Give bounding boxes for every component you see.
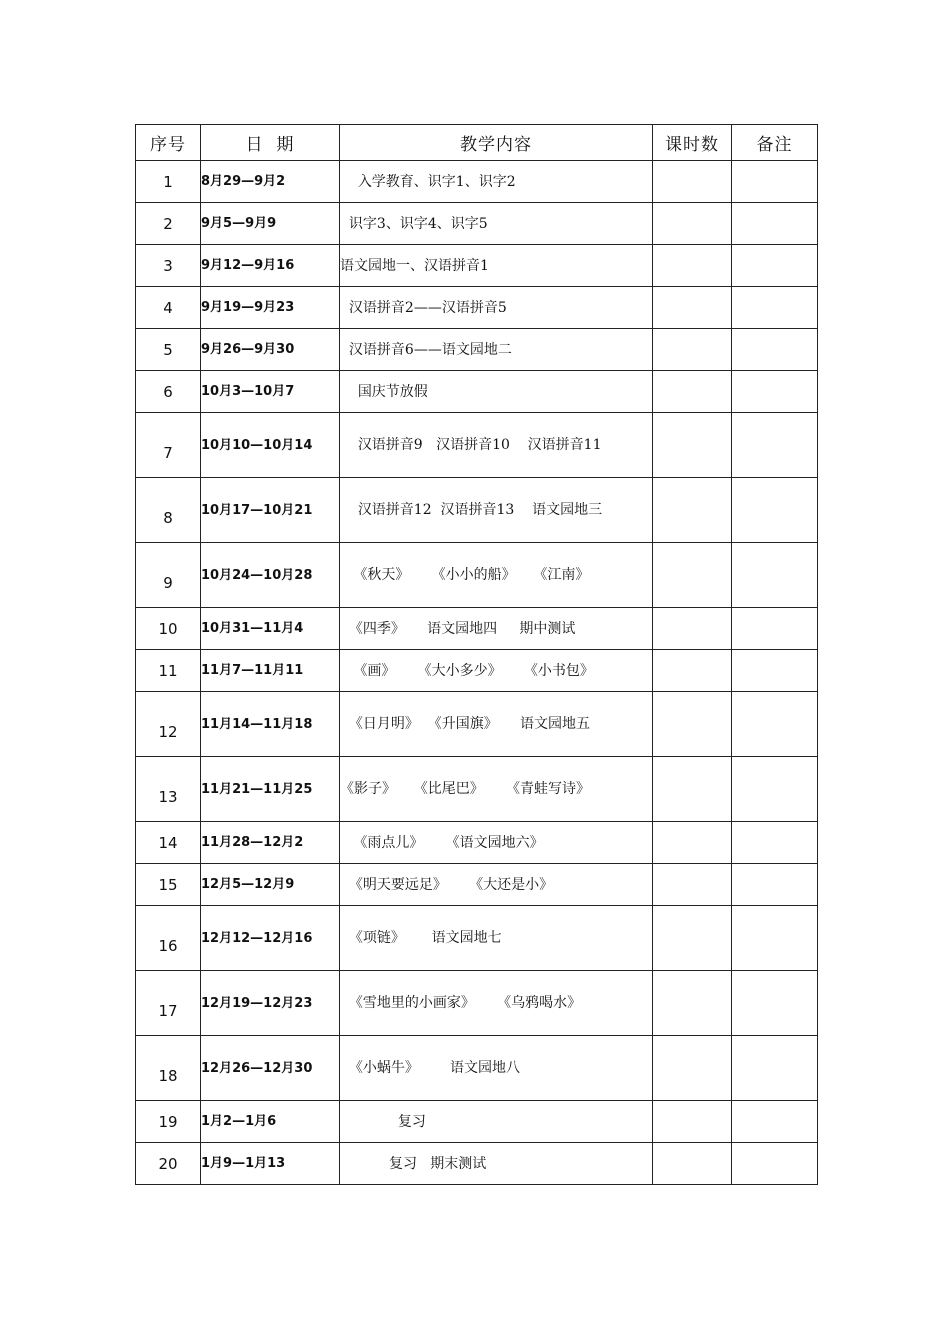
row-date: 12月19—12月23 (201, 971, 340, 1036)
row-content: 《雨点儿》 《语文园地六》 (340, 822, 653, 864)
row-hours (653, 329, 732, 371)
table-row (136, 478, 818, 543)
row-hours (653, 478, 732, 543)
table-row (136, 1036, 818, 1101)
row-date: 8月29—9月2 (201, 161, 340, 203)
row-hours (653, 371, 732, 413)
row-note (732, 1143, 818, 1185)
row-date: 11月7—11月11 (201, 650, 340, 692)
table-row (136, 413, 818, 478)
row-note (732, 1101, 818, 1143)
table-row (136, 757, 818, 822)
row-hours (653, 650, 732, 692)
table-row (136, 371, 818, 413)
row-hours (653, 757, 732, 822)
row-content: 语文园地一、汉语拼音1 (340, 245, 653, 287)
header-num: 序号 (136, 125, 201, 161)
row-hours (653, 608, 732, 650)
table-row (136, 161, 818, 203)
row-content: 《小蜗牛》 语文园地八 (340, 1036, 653, 1101)
row-date: 12月26—12月30 (201, 1036, 340, 1101)
row-note (732, 371, 818, 413)
row-note (732, 864, 818, 906)
row-content: 《项链》 语文园地七 (340, 906, 653, 971)
row-hours (653, 203, 732, 245)
row-date: 9月26—9月30 (201, 329, 340, 371)
row-content: 识字3、识字4、识字5 (340, 203, 653, 245)
row-num: 1 (136, 161, 201, 203)
row-num: 18 (136, 1036, 201, 1101)
row-num: 5 (136, 329, 201, 371)
row-date: 10月10—10月14 (201, 413, 340, 478)
row-content: 汉语拼音6——语文园地二 (340, 329, 653, 371)
row-content: 国庆节放假 (340, 371, 653, 413)
row-content: 《四季》 语文园地四 期中测试 (340, 608, 653, 650)
header-note: 备注 (732, 125, 818, 161)
row-content: 复习 (340, 1101, 653, 1143)
row-note (732, 757, 818, 822)
row-note (732, 692, 818, 757)
table-row (136, 1101, 818, 1143)
row-hours (653, 1101, 732, 1143)
table-row (136, 650, 818, 692)
row-num: 15 (136, 864, 201, 906)
row-num: 4 (136, 287, 201, 329)
table-row (136, 608, 818, 650)
row-date: 1月9—1月13 (201, 1143, 340, 1185)
schedule-table (135, 124, 818, 1185)
row-num: 20 (136, 1143, 201, 1185)
row-note (732, 413, 818, 478)
row-note (732, 906, 818, 971)
row-content: 汉语拼音9 汉语拼音10 汉语拼音11 (340, 413, 653, 478)
header-date: 日 期 (201, 125, 340, 161)
table-row (136, 906, 818, 971)
row-hours (653, 543, 732, 608)
row-date: 10月3—10月7 (201, 371, 340, 413)
row-num: 10 (136, 608, 201, 650)
row-num: 6 (136, 371, 201, 413)
row-hours (653, 1143, 732, 1185)
row-date: 9月19—9月23 (201, 287, 340, 329)
row-num: 16 (136, 906, 201, 971)
row-num: 13 (136, 757, 201, 822)
row-content: 汉语拼音12 汉语拼音13 语文园地三 (340, 478, 653, 543)
row-content: 入学教育、识字1、识字2 (340, 161, 653, 203)
row-note (732, 650, 818, 692)
row-note (732, 161, 818, 203)
row-hours (653, 245, 732, 287)
row-hours (653, 906, 732, 971)
table-row (136, 203, 818, 245)
row-num: 8 (136, 478, 201, 543)
row-date: 12月5—12月9 (201, 864, 340, 906)
header-row (136, 125, 818, 161)
row-num: 11 (136, 650, 201, 692)
row-num: 7 (136, 413, 201, 478)
row-content: 汉语拼音2——汉语拼音5 (340, 287, 653, 329)
row-date: 10月31—11月4 (201, 608, 340, 650)
row-note (732, 245, 818, 287)
row-content: 复习 期末测试 (340, 1143, 653, 1185)
row-note (732, 329, 818, 371)
row-note (732, 478, 818, 543)
row-date: 9月5—9月9 (201, 203, 340, 245)
row-hours (653, 971, 732, 1036)
row-hours (653, 692, 732, 757)
row-note (732, 1036, 818, 1101)
row-num: 12 (136, 692, 201, 757)
row-num: 14 (136, 822, 201, 864)
table-row (136, 245, 818, 287)
row-note (732, 608, 818, 650)
table-row (136, 287, 818, 329)
row-note (732, 543, 818, 608)
row-date: 9月12—9月16 (201, 245, 340, 287)
row-hours (653, 287, 732, 329)
row-note (732, 203, 818, 245)
row-content: 《雪地里的小画家》 《乌鸦喝水》 (340, 971, 653, 1036)
row-hours (653, 413, 732, 478)
row-num: 2 (136, 203, 201, 245)
table-row (136, 329, 818, 371)
table-row (136, 864, 818, 906)
table-row (136, 692, 818, 757)
table-row (136, 971, 818, 1036)
table-row (136, 1143, 818, 1185)
row-date: 11月21—11月25 (201, 757, 340, 822)
row-hours (653, 864, 732, 906)
row-date: 11月28—12月2 (201, 822, 340, 864)
row-hours (653, 822, 732, 864)
row-num: 9 (136, 543, 201, 608)
table-row (136, 822, 818, 864)
row-content: 《影子》 《比尾巴》 《青蛙写诗》 (340, 757, 653, 822)
row-hours (653, 161, 732, 203)
row-date: 10月24—10月28 (201, 543, 340, 608)
row-date: 12月12—12月16 (201, 906, 340, 971)
row-note (732, 287, 818, 329)
row-content: 《日月明》 《升国旗》 语文园地五 (340, 692, 653, 757)
row-num: 17 (136, 971, 201, 1036)
row-num: 3 (136, 245, 201, 287)
row-content: 《明天要远足》 《大还是小》 (340, 864, 653, 906)
row-hours (653, 1036, 732, 1101)
row-date: 1月2—1月6 (201, 1101, 340, 1143)
header-content: 教学内容 (340, 125, 653, 161)
header-hours: 课时数 (653, 125, 732, 161)
row-note (732, 822, 818, 864)
row-date: 10月17—10月21 (201, 478, 340, 543)
row-date: 11月14—11月18 (201, 692, 340, 757)
table-row (136, 543, 818, 608)
row-num: 19 (136, 1101, 201, 1143)
row-content: 《秋天》 《小小的船》 《江南》 (340, 543, 653, 608)
row-content: 《画》 《大小多少》 《小书包》 (340, 650, 653, 692)
row-note (732, 971, 818, 1036)
